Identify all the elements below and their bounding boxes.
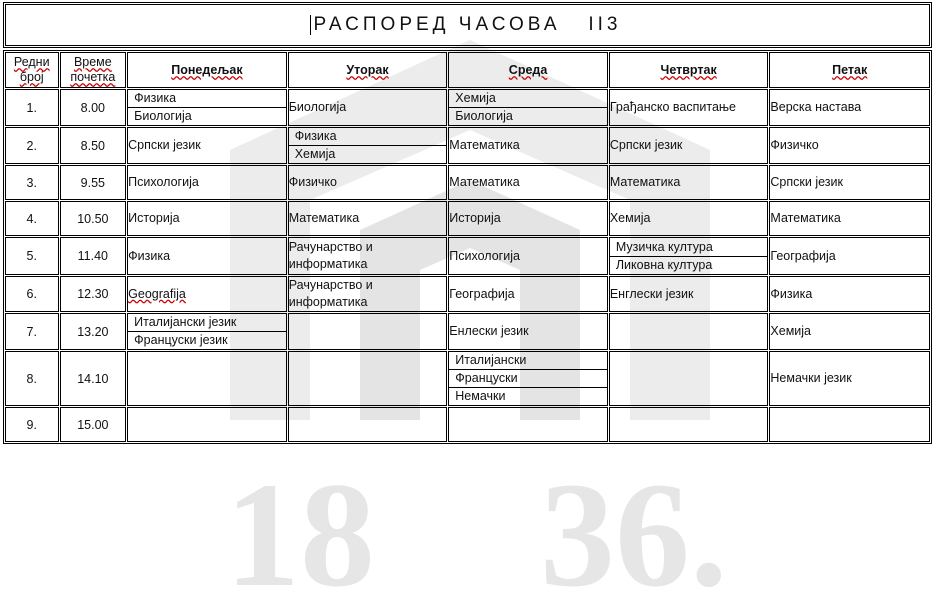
lesson-cell [609, 89, 769, 126]
lesson-subject: Хемија [770, 324, 812, 338]
lesson-subject: Физика [128, 248, 171, 263]
lesson-cell [127, 407, 287, 442]
lesson-cell [769, 276, 930, 312]
start-time: 8.50 [60, 127, 127, 164]
lesson-cell [288, 201, 448, 236]
start-time: 9.55 [60, 165, 127, 200]
header-day: Четвртак [609, 52, 769, 88]
lesson-cell [609, 201, 769, 236]
table-row [5, 313, 930, 350]
lesson-subject: Физичко [288, 175, 337, 189]
lesson-cell [769, 127, 930, 164]
table-row [5, 351, 930, 406]
header-day: Петак [769, 52, 930, 88]
timetable-document [3, 2, 932, 444]
period-number: 4. [5, 201, 59, 236]
lesson-subject: Geografija [128, 286, 186, 301]
lesson-cell-split [288, 127, 448, 164]
lesson-subject: Француски језик [134, 333, 228, 347]
table-row [5, 165, 930, 200]
lesson-subject: Историја [449, 211, 501, 225]
lesson-cell [769, 237, 930, 275]
lesson-subject: Биологија [288, 100, 347, 114]
lesson-subject: Италијански [449, 352, 607, 370]
table-row [5, 276, 930, 312]
lesson-subject: Немачки језик [770, 371, 852, 385]
lesson-subject: Рачунарство и информатика [288, 240, 373, 271]
lesson-cell [609, 165, 769, 200]
lesson-subject: Физичко [770, 138, 819, 152]
lesson-subject: Енглески језик [609, 286, 694, 301]
lesson-cell [127, 127, 287, 164]
period-number: 6. [5, 276, 59, 312]
lesson-cell [769, 351, 930, 406]
lesson-cell [288, 89, 448, 126]
lesson-subject: Хемија [294, 147, 336, 161]
watermark-year-left: 18 [225, 452, 375, 615]
start-time: 11.40 [60, 237, 127, 275]
lesson-cell [448, 165, 608, 200]
lesson-cell [448, 407, 608, 442]
lesson-subject: Италијански језик [128, 314, 286, 332]
start-time: 10.50 [60, 201, 127, 236]
lesson-subject: Психологија [128, 175, 199, 189]
lesson-subject: Математика [770, 211, 841, 225]
lesson-cell [769, 407, 930, 442]
lesson-subject: Хемија [449, 90, 607, 108]
lesson-cell [127, 165, 287, 200]
header-num: Редни број [5, 52, 59, 88]
lesson-cell [288, 313, 448, 350]
lesson-cell [448, 313, 608, 350]
lesson-cell [127, 237, 287, 275]
lesson-subject: Српски језик [128, 138, 201, 152]
lesson-subject: Српски језик [770, 175, 843, 189]
start-time: 8.00 [60, 89, 127, 126]
lesson-subject: Музичка култура [610, 239, 768, 257]
lesson-cell [448, 276, 608, 312]
lesson-cell [609, 276, 769, 312]
lesson-subject: Рачунарство и информатика [288, 278, 373, 309]
schedule-table [3, 50, 932, 444]
lesson-cell [448, 237, 608, 275]
lesson-cell [288, 351, 448, 406]
lesson-subject: Психологија [449, 248, 520, 263]
lesson-subject: Географија [770, 248, 836, 263]
lesson-cell [769, 313, 930, 350]
header-day: Понедељак [127, 52, 287, 88]
table-row [5, 237, 930, 275]
lesson-subject: Географија [449, 286, 515, 301]
table-row [5, 89, 930, 126]
lesson-subject: Грађанско васпитање [609, 100, 737, 114]
period-number: 8. [5, 351, 59, 406]
start-time: 15.00 [60, 407, 127, 442]
period-number: 7. [5, 313, 59, 350]
lesson-cell [769, 201, 930, 236]
lesson-subject: Верска настава [770, 100, 862, 114]
title-box [3, 2, 932, 48]
lesson-subject: Биологија [455, 109, 513, 123]
lesson-cell-split [609, 237, 769, 275]
watermark-year-right: 36. [540, 452, 728, 615]
lesson-cell [288, 276, 448, 312]
lesson-subject: Француски [449, 370, 607, 388]
page-title [314, 14, 622, 36]
header-day: Среда [448, 52, 608, 88]
lesson-cell [769, 89, 930, 126]
lesson-subject: Математика [449, 138, 520, 152]
table-row [5, 127, 930, 164]
header-day: Уторак [288, 52, 448, 88]
lesson-cell [288, 237, 448, 275]
lesson-subject: Немачки [455, 389, 506, 403]
start-time: 13.20 [60, 313, 127, 350]
lesson-cell [609, 351, 769, 406]
lesson-subject: Физика [289, 128, 447, 146]
lesson-cell-split [448, 89, 608, 126]
lesson-cell [127, 201, 287, 236]
period-number: 3. [5, 165, 59, 200]
lesson-subject: Математика [288, 211, 360, 225]
lesson-subject: Математика [449, 175, 520, 189]
lesson-subject: Физика [770, 286, 813, 301]
period-number: 9. [5, 407, 59, 442]
period-number: 2. [5, 127, 59, 164]
lesson-subject: Хемија [609, 211, 651, 225]
period-number: 5. [5, 237, 59, 275]
lesson-cell-split [127, 89, 287, 126]
lesson-cell [448, 201, 608, 236]
table-row [5, 201, 930, 236]
lesson-cell [448, 127, 608, 164]
lesson-cell [288, 407, 448, 442]
table-header-row [5, 52, 930, 88]
page-title-text: РАСПОРЕД ЧАСОВА II3 [313, 14, 622, 35]
lesson-cell [288, 165, 448, 200]
period-number: 1. [5, 89, 59, 126]
lesson-cell [769, 165, 930, 200]
lesson-subject: Математика [609, 175, 681, 189]
lesson-subject: Физика [128, 90, 286, 108]
lesson-cell [609, 127, 769, 164]
text-cursor [310, 15, 311, 35]
lesson-cell [127, 351, 287, 406]
table-row [5, 407, 930, 442]
lesson-subject: Биологија [134, 109, 192, 123]
lesson-subject: Историја [128, 211, 180, 225]
lesson-subject: Српски језик [609, 138, 683, 152]
header-time: Време почетка [60, 52, 127, 88]
lesson-subject: Ликовна култура [615, 257, 713, 272]
lesson-subject: Енлески језик [449, 324, 529, 338]
lesson-cell-split [127, 313, 287, 350]
lesson-cell-split [448, 351, 608, 406]
start-time: 12.30 [60, 276, 127, 312]
lesson-cell [127, 276, 287, 312]
lesson-cell [609, 407, 769, 442]
start-time: 14.10 [60, 351, 127, 406]
lesson-cell [609, 313, 769, 350]
